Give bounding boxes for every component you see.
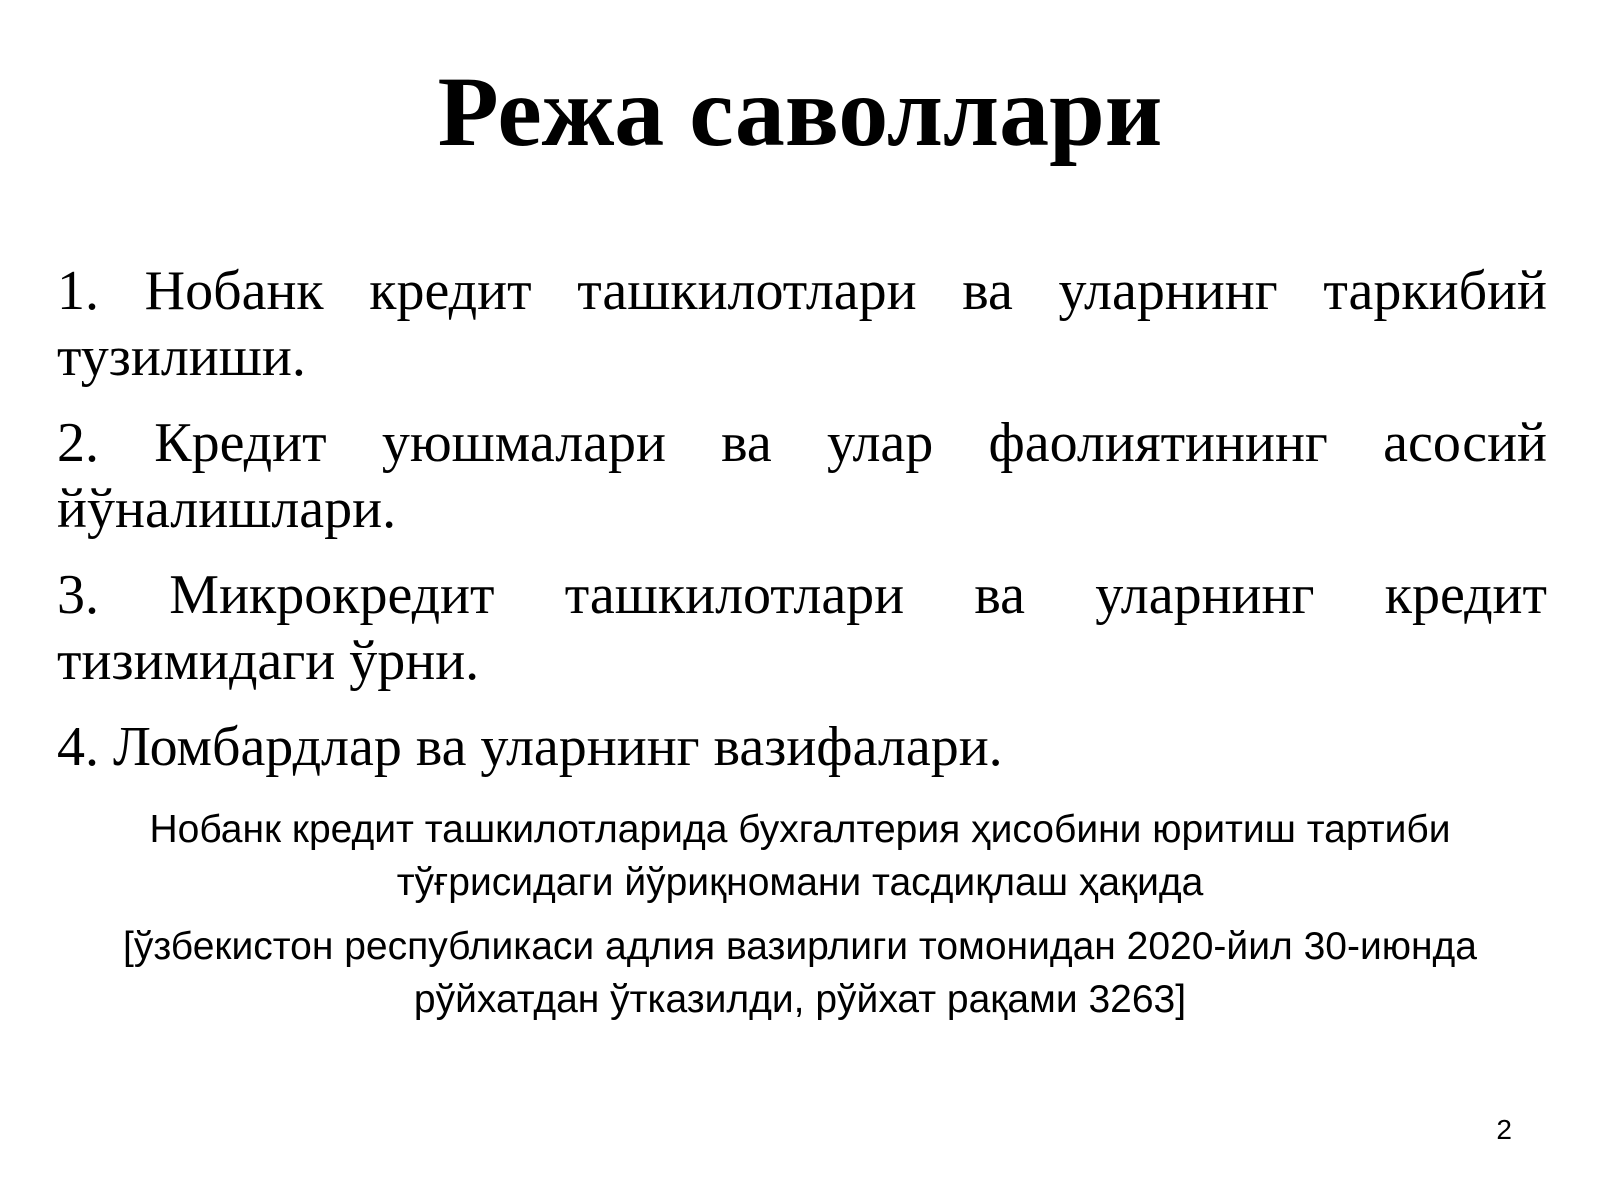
reference-document-title: Нобанк кредит ташкилотларида бухгалтерия ҳисобини юритиш тартиби тўғрисидаги йўриқномани тасдиқлаш ҳақида	[149, 808, 1451, 904]
plan-question-4: 4. Ломбардлар ва уларнинг вазифалари.	[57, 716, 1003, 778]
plan-question-1: 1. Нобанк кредит ташкилотлари ва уларнинг таркибий тузилиши.	[57, 260, 1547, 388]
slide-title: Режа саволлари	[437, 56, 1163, 167]
page-number: 2	[1496, 1114, 1512, 1145]
plan-questions-list	[57, 258, 1547, 780]
plan-question-2: 2. Кредит уюшмалари ва улар фаолиятининг асосий йўналишлари.	[57, 412, 1547, 540]
reference-registration-note: [ўзбекистон республикаси адлия вазирлиги томонидан 2020-йил 30-июнда рўйхатдан ўтказилди, рўйхат рақами 3263]	[123, 925, 1477, 1021]
plan-question-3: 3. Микрокредит ташкилотлари ва уларнинг кредит тизимидаги ўрни.	[57, 564, 1547, 692]
